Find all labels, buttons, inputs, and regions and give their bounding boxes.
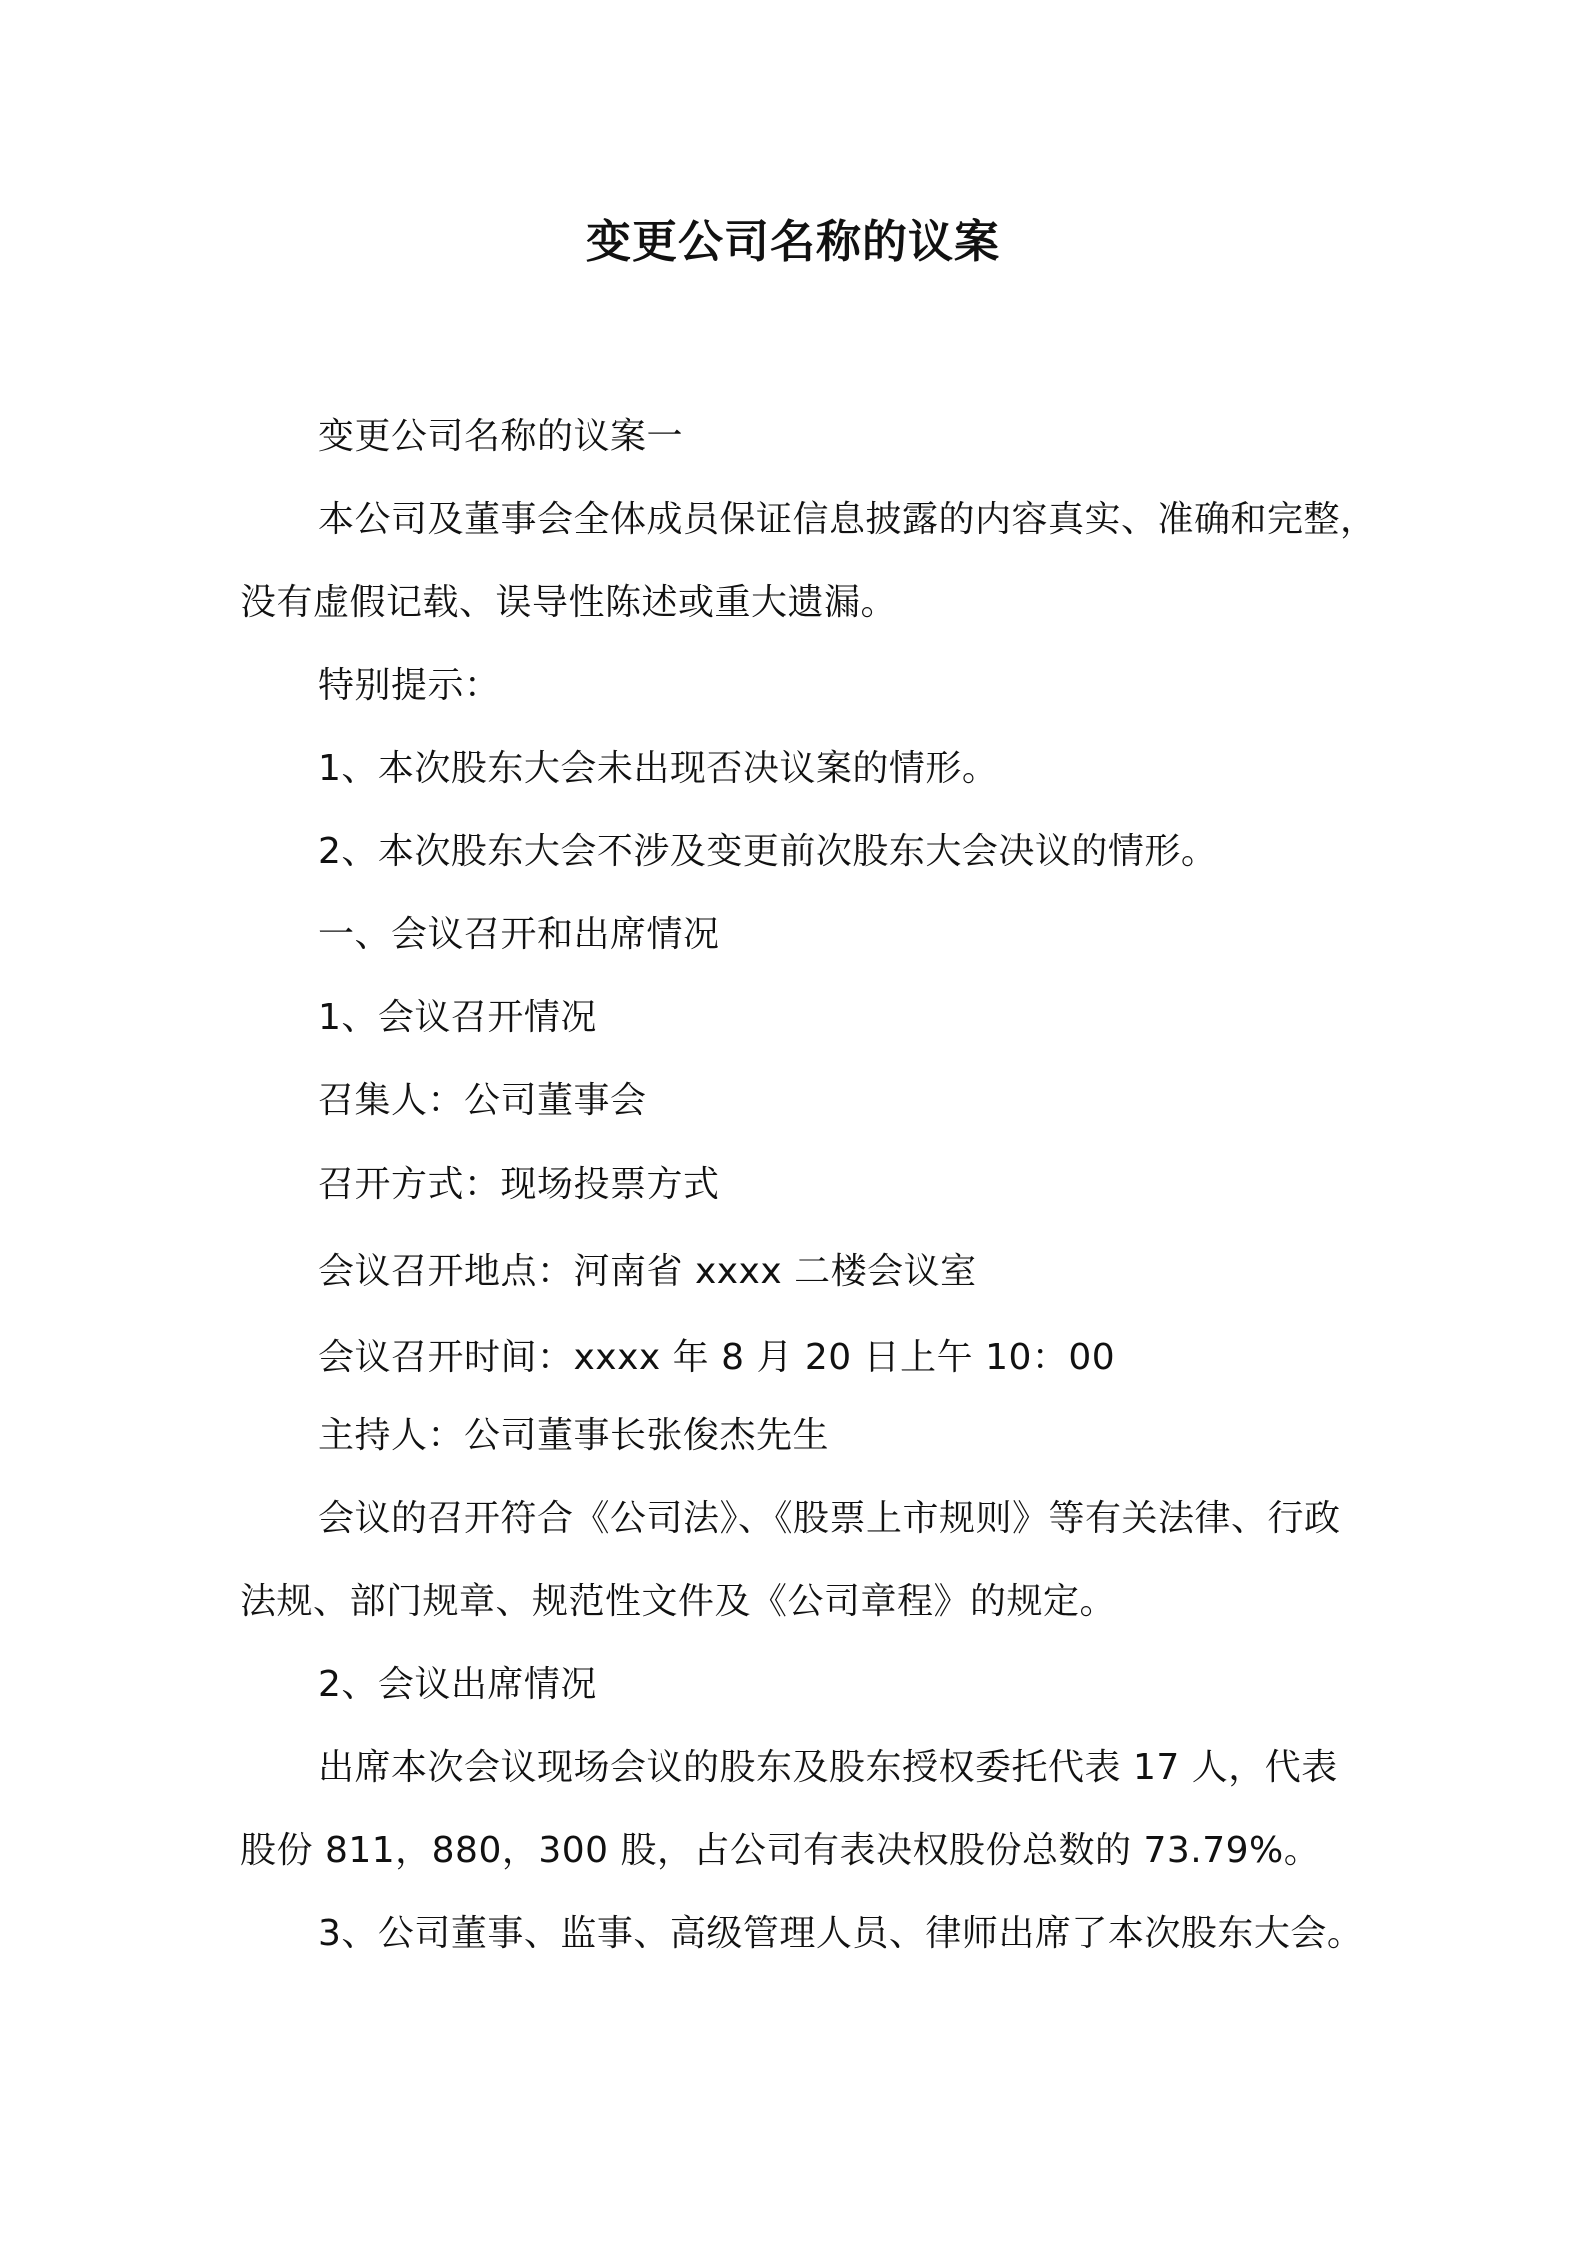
subsection-heading: 2、会议出席情况 — [318, 1664, 597, 1705]
document-title: 变更公司名称的议案 — [585, 215, 1000, 268]
paragraph-line: 出席本次会议现场会议的股东及股东授权委托代表 17 人，代表 — [318, 1747, 1338, 1788]
paragraph-line: 法规、部门规章、规范性文件及《公司章程》的规定。 — [240, 1581, 1117, 1622]
subsection-heading: 1、会议召开情况 — [318, 997, 597, 1038]
paragraph-line: 2、本次股东大会不涉及变更前次股东大会决议的情形。 — [318, 831, 1218, 872]
paragraph-line: 会议召开地点：河南省 xxxx 二楼会议室 — [318, 1251, 977, 1292]
paragraph-line: 召开方式：现场投票方式 — [318, 1164, 720, 1205]
paragraph-line: 本公司及董事会全体成员保证信息披露的内容真实、准确和完整， — [318, 499, 1377, 540]
paragraph-line: 特别提示： — [318, 665, 501, 706]
paragraph-line: 股份 811，880，300 股，占公司有表决权股份总数的 73.79%。 — [240, 1830, 1321, 1871]
paragraph-line: 3、公司董事、监事、高级管理人员、律师出席了本次股东大会。 — [318, 1913, 1364, 1954]
paragraph-line: 1、本次股东大会未出现否决议案的情形。 — [318, 748, 999, 789]
paragraph-line: 会议召开时间：xxxx 年 8 月 20 日上午 10：00 — [318, 1337, 1116, 1378]
paragraph-heading: 变更公司名称的议案一 — [318, 416, 684, 457]
paragraph-line: 没有虚假记载、误导性陈述或重大遗漏。 — [240, 582, 898, 623]
paragraph-line: 主持人：公司董事长张俊杰先生 — [318, 1415, 830, 1456]
paragraph-line: 召集人：公司董事会 — [318, 1080, 647, 1121]
paragraph-line: 会议的召开符合《公司法》、《股票上市规则》等有关法律、行政 — [318, 1498, 1341, 1539]
section-heading: 一、会议召开和出席情况 — [318, 914, 720, 955]
